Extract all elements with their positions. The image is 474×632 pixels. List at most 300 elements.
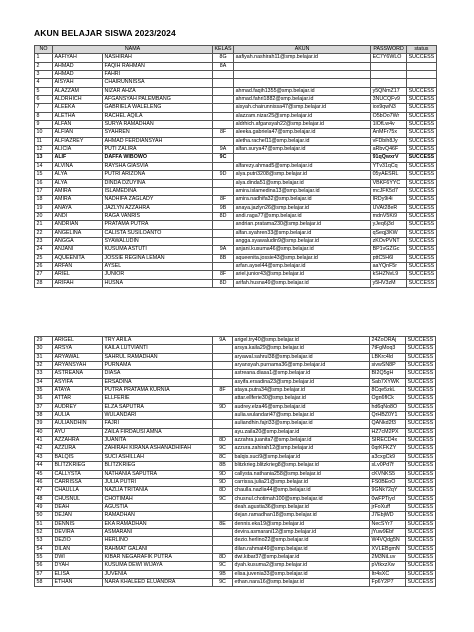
account-cell: azzahra.juanita7@smp.belajar.id: [233, 437, 370, 445]
status-cell: SUCCESS: [408, 179, 435, 186]
password-cell: 3NUCQFv9: [371, 96, 407, 104]
table-row: [35, 104, 437, 112]
class-cell: 9D: [213, 470, 233, 478]
password-cell: W4VQdg5N: [370, 537, 406, 545]
status-cell: SUCCESS: [407, 395, 434, 402]
row-number: 8: [35, 112, 53, 120]
row-number: 16: [35, 179, 53, 187]
account-cell: alazzam.nizar25@smp.belajar.id: [234, 112, 371, 120]
last-name-cell: ASMARANI: [103, 528, 213, 536]
first-name-cell: AYU: [53, 428, 103, 436]
row-number: 28: [35, 279, 53, 287]
class-cell: [213, 353, 233, 361]
row-number: 13: [35, 154, 53, 162]
table-row: [35, 562, 436, 570]
status-cell: SUCCESS: [407, 495, 434, 502]
row-number: 3: [35, 71, 53, 79]
last-name-cell: NASHIRAH: [103, 54, 213, 62]
account-cell: anjani.kusuma46@smp.belajar.id: [234, 246, 371, 254]
password-cell: 05yAESRL: [371, 171, 407, 179]
table-row: [35, 537, 436, 545]
password-cell: 0qrKFKZY: [370, 445, 406, 453]
last-name-cell: KUSUMA ASTUTI: [103, 246, 213, 254]
row-number: 44: [35, 462, 53, 470]
first-name-cell: ALAZZAM: [53, 87, 103, 95]
class-cell: 8F: [213, 129, 234, 137]
row-number: 7: [35, 104, 53, 112]
last-name-cell: RAMADHAN: [103, 512, 213, 520]
first-name-cell: ALICIA: [53, 146, 103, 154]
last-name-cell: HUSNA: [103, 279, 213, 287]
row-number: 20: [35, 212, 53, 220]
class-cell: 8D: [213, 437, 233, 445]
class-cell: 8B: [213, 462, 233, 470]
last-name-cell: ISLAMEDINA: [103, 187, 213, 195]
status-cell: SUCCESS: [408, 279, 435, 286]
first-name-cell: CARRISSA: [53, 478, 103, 486]
last-name-cell: ELZA SAPUTRA: [103, 403, 213, 411]
password-cell: VBKF6YYC: [371, 179, 407, 187]
row-number: 43: [35, 453, 53, 461]
status-cell: SUCCESS: [408, 221, 435, 228]
account-cell: aisyah.chairunnissa47@smp.belajar.id: [234, 104, 371, 112]
account-cell: alya.dinda51@smp.belajar.id: [234, 179, 371, 187]
account-cell: dennis.eka19@smp.belajar.id: [233, 520, 370, 528]
status-cell: [407, 79, 437, 87]
status-cell: SUCCESS: [408, 229, 435, 236]
status-cell: [407, 62, 437, 70]
account-cell: aldrhich.afgansyah22@smp.belajar.id: [234, 121, 371, 129]
class-cell: [213, 537, 233, 545]
class-cell: [213, 187, 234, 195]
class-cell: 8C: [213, 453, 233, 461]
table-row: [35, 171, 437, 179]
row-number: 37: [35, 403, 53, 411]
password-cell: BP1vGZGc: [371, 246, 407, 254]
password-cell: y5HV3zM: [371, 279, 407, 287]
account-cell: alfan.surya47@smp.belajar.id: [234, 146, 371, 154]
account-cell: ariel.junior43@smp.belajar.id: [234, 271, 371, 279]
last-name-cell: DIASA: [103, 370, 213, 378]
account-cell: aryansyah.purnama36@smp.belajar.id: [233, 362, 370, 370]
status-cell: SUCCESS: [407, 370, 434, 377]
first-name-cell: AHMAD: [53, 71, 103, 79]
last-name-cell: RAHMAT GALANI: [103, 545, 213, 553]
first-name-cell: ARIFAH: [53, 279, 103, 287]
class-cell: 9C: [213, 445, 233, 453]
class-cell: 8G: [213, 54, 234, 62]
table-row: [35, 470, 436, 478]
row-number: 51: [35, 520, 53, 528]
row-number: 35: [35, 387, 53, 395]
password-cell: qSeqj3KW: [371, 229, 407, 237]
table-row: [35, 212, 437, 220]
password-cell: QrHBZ0Y1: [370, 412, 406, 420]
row-number: 21: [35, 221, 53, 229]
status-cell: SUCCESS: [407, 337, 434, 344]
account-cell: dyah.kusuma2@smp.belajar.id: [233, 562, 370, 570]
last-name-cell: KIBAR NEGARAFIK PUTRA: [103, 553, 213, 561]
account-cell: devira.asmarani12@smp.belajar.id: [233, 528, 370, 536]
status-cell: [407, 71, 437, 79]
class-cell: [213, 229, 234, 237]
password-cell: O5bOo7Wr: [371, 112, 407, 120]
first-name-cell: ALYA: [53, 179, 103, 187]
student-table-part-1: [34, 45, 437, 288]
row-number: 42: [35, 445, 53, 453]
table-row: [35, 187, 437, 195]
row-number: 1: [35, 54, 53, 62]
account-cell: carrissa.julia21@smp.belajar.id: [233, 478, 370, 486]
status-cell: SUCCESS: [408, 137, 435, 144]
class-cell: 8F: [213, 271, 234, 279]
row-number: 36: [35, 395, 53, 403]
status-cell: SUCCESS: [408, 246, 435, 253]
table-row: [35, 112, 437, 120]
header-nama: NAMA: [53, 46, 213, 54]
status-cell: SUCCESS: [407, 362, 434, 369]
last-name-cell: KUSUMA DEWI WIJAYA: [103, 562, 213, 570]
class-cell: 9B: [213, 204, 234, 212]
first-name-cell: ANJANI: [53, 246, 103, 254]
first-name-cell: ARYANSYAH: [53, 362, 103, 370]
password-cell: Sab7XYWK: [370, 378, 406, 386]
row-number: 10: [35, 129, 53, 137]
last-name-cell: RACHEL AQILA: [103, 112, 213, 120]
first-name-cell: ARYAWAL: [53, 353, 103, 361]
class-cell: 8D: [213, 553, 233, 561]
class-cell: 9A: [213, 246, 234, 254]
last-name-cell: TRY ARILA: [103, 337, 213, 345]
class-cell: [213, 162, 234, 170]
first-name-cell: CHAULLA: [53, 487, 103, 495]
password-cell: NecSYr7: [370, 520, 406, 528]
row-number: 25: [35, 254, 53, 262]
class-cell: [213, 420, 233, 428]
account-cell: arsya.kaila29@smp.belajar.id: [233, 345, 370, 353]
password-cell: hd6qNo8O: [370, 403, 406, 411]
status-cell: SUCCESS: [407, 453, 434, 460]
status-cell: SUCCESS: [408, 237, 435, 244]
row-number: 5: [35, 87, 53, 95]
last-name-cell: SAHRUL RAMADHAN: [103, 353, 213, 361]
status-cell: SUCCESS: [408, 87, 435, 94]
status-cell: SUCCESS: [408, 262, 435, 269]
account-cell: aqueenita.jossie43@smp.belajar.id: [234, 254, 371, 262]
password-cell: Fp6Y2P7: [370, 578, 406, 586]
row-number: 40: [35, 428, 53, 436]
header-status: status: [407, 46, 437, 54]
password-cell: cKVNKS5: [370, 470, 406, 478]
row-number: 24: [35, 246, 53, 254]
class-cell: [213, 378, 233, 386]
class-cell: [213, 395, 233, 403]
class-cell: [213, 221, 234, 229]
class-cell: 9D: [213, 171, 234, 179]
row-number: 38: [35, 412, 53, 420]
last-name-cell: NATHANIA SAPUTRA: [103, 470, 213, 478]
class-cell: 9C: [213, 578, 233, 586]
status-cell: SUCCESS: [407, 503, 434, 510]
account-cell: arifah.husna49@smp.belajar.id: [234, 279, 371, 287]
status-cell: SUCCESS: [407, 528, 434, 535]
table-row: [35, 87, 437, 95]
class-cell: [213, 237, 234, 245]
class-cell: 9D: [213, 403, 233, 411]
class-cell: 9A: [213, 337, 233, 345]
row-number: 30: [35, 345, 53, 353]
last-name-cell: WULANDARI: [103, 412, 213, 420]
header-password: PASSWORD: [371, 46, 407, 54]
last-name-cell: JUVENIA: [103, 570, 213, 578]
account-cell: chusnul.chotimah100@smp.belajar.id: [233, 495, 370, 503]
last-name-cell: JUANITA: [103, 437, 213, 445]
first-name-cell: ALFAN: [53, 121, 103, 129]
status-cell: SUCCESS: [407, 545, 434, 552]
table-row: [35, 545, 436, 553]
password-cell: SIRECD4x: [370, 437, 406, 445]
first-name-cell: AZZAHRA: [53, 437, 103, 445]
last-name-cell: SYAWALUDIN: [103, 237, 213, 245]
table-header-row: [35, 46, 437, 54]
table-row: [35, 179, 437, 187]
row-number: 46: [35, 478, 53, 486]
first-name-cell: DENNIS: [53, 520, 103, 528]
last-name-cell: AGUSTIA: [103, 503, 213, 511]
table-row: [35, 403, 436, 411]
class-cell: [213, 96, 234, 104]
last-name-cell: ERSADINA: [103, 378, 213, 386]
password-cell: 0wFPTiyd: [370, 495, 406, 503]
last-name-cell: SURYA RAMADHAN: [103, 121, 213, 129]
header-kelas: KELAS: [214, 46, 232, 53]
last-name-cell: ELLFERIE: [103, 395, 213, 403]
class-cell: [213, 428, 233, 436]
table-row: [35, 478, 436, 486]
header-akun: AKUN: [234, 46, 371, 54]
account-cell: callysta.nathania258@smp.belajar.id: [233, 470, 370, 478]
table-row: [35, 254, 437, 262]
class-cell: [213, 121, 234, 129]
last-name-cell: JOSSIE REGINA LEMAN: [103, 254, 213, 262]
account-cell: dejan.ramadhan18@smp.belajar.id: [233, 512, 370, 520]
status-cell: SUCCESS: [407, 478, 434, 485]
first-name-cell: ASYIFA: [53, 378, 103, 386]
row-number: 39: [35, 420, 53, 428]
class-cell: 8D: [213, 487, 233, 495]
table-row: [35, 229, 437, 237]
row-number: 48: [35, 495, 53, 503]
row-number: 58: [35, 578, 53, 586]
last-name-cell: SUCI ASHILLAH: [103, 453, 213, 461]
class-cell: 8A: [213, 62, 234, 70]
table-row: [35, 420, 436, 428]
password-cell: vFDbih8Jy: [371, 137, 407, 145]
table-row: [35, 137, 437, 145]
last-name-cell: AYSEL: [103, 262, 213, 270]
account-cell: dwi.kibar37@smp.belajar.id: [233, 553, 370, 561]
status-cell: SUCCESS: [408, 204, 435, 211]
account-cell: arigel.try40@smp.belajar.id: [233, 337, 370, 345]
status-cell: SUCCESS: [407, 562, 434, 569]
row-number: 11: [35, 137, 53, 145]
class-cell: [213, 79, 234, 87]
table-row: [35, 353, 436, 361]
last-name-cell: GABRIELA WALELENG: [103, 104, 213, 112]
first-name-cell: AQUEENITA: [53, 254, 103, 262]
account-cell: aletha.rachel11@smp.belajar.id: [234, 137, 371, 145]
last-name-cell: FAHRI: [103, 71, 213, 79]
first-name-cell: ETHAN: [53, 578, 103, 586]
table-row: [35, 495, 436, 503]
first-name-cell: ANDI: [53, 212, 103, 220]
last-name-cell: CALISTA SUSILOANTO: [103, 229, 213, 237]
first-name-cell: AAFIYAH: [53, 54, 103, 62]
first-name-cell: DYAH: [53, 562, 103, 570]
class-cell: 9C: [213, 495, 233, 503]
last-name-cell: EKA RAMADHAN: [103, 520, 213, 528]
table-row: [35, 570, 436, 578]
account-cell: alfan.syahren33@smp.belajar.id: [234, 229, 371, 237]
status-cell: SUCCESS: [408, 54, 435, 61]
first-name-cell: DEZIO: [53, 537, 103, 545]
first-name-cell: ALETHA: [53, 112, 103, 120]
status-cell: SUCCESS: [407, 387, 434, 394]
row-number: 19: [35, 204, 53, 212]
table-row: [35, 395, 436, 403]
last-name-cell: NARA KHALEED ELUANDRA: [103, 578, 213, 586]
account-cell: dilan.rahmat49@smp.belajar.id: [233, 545, 370, 553]
first-name-cell: ATTAR: [53, 395, 103, 403]
first-name-cell: AMIRA: [53, 196, 103, 204]
password-cell: pVtkxzXw: [370, 562, 406, 570]
first-name-cell: ALFIAN: [53, 129, 103, 137]
table-row: [35, 121, 437, 129]
password-cell: jYuw9Ebf: [370, 528, 406, 536]
last-name-cell: DAFFA WIBOWO: [103, 154, 213, 162]
first-name-cell: DEVIRA: [53, 528, 103, 536]
class-cell: [213, 112, 234, 120]
student-table-part-2: [34, 336, 436, 587]
account-cell: alfarezy.ahmad5@smp.belajar.id: [234, 162, 371, 170]
last-name-cell: PRATAMA PUTRA: [103, 221, 213, 229]
password-cell: iox9qwN3: [371, 104, 407, 112]
password-cell: a3cxgCk9: [370, 453, 406, 461]
table-row: [35, 54, 437, 62]
password-cell: 7tFgMoq3: [370, 345, 406, 353]
class-cell: [213, 512, 233, 520]
status-cell: SUCCESS: [407, 462, 434, 469]
row-number: 31: [35, 353, 53, 361]
account-cell: andi.raga77@smp.belajar.id: [234, 212, 371, 220]
first-name-cell: CHUSNUL: [53, 495, 103, 503]
row-number: 34: [35, 378, 53, 386]
row-number: 26: [35, 262, 53, 270]
row-number: 52: [35, 528, 53, 536]
class-cell: [213, 412, 233, 420]
first-name-cell: ASTREANA: [53, 370, 103, 378]
table-row: [35, 345, 436, 353]
status-cell: SUCCESS: [408, 162, 435, 169]
account-cell: dezio.herlino22@smp.belajar.id: [233, 537, 370, 545]
first-name-cell: DEAH: [53, 503, 103, 511]
class-cell: [213, 104, 234, 112]
class-cell: 9C: [213, 562, 233, 570]
status-cell: SUCCESS: [407, 412, 434, 419]
first-name-cell: BALQIS: [53, 453, 103, 461]
class-cell: 9B: [213, 570, 233, 578]
table-row: [35, 279, 437, 287]
last-name-cell: AFGANSYAH PALEMBANG: [103, 96, 213, 104]
table-row: [35, 453, 436, 461]
last-name-cell: AHMAD FERDIANSYAH: [103, 137, 213, 145]
row-number: 54: [35, 545, 53, 553]
last-name-cell: RAYSHA GIASVIA: [103, 162, 213, 170]
class-cell: 8D: [213, 279, 234, 287]
account-cell: amira.nadhifa32@smp.belajar.id: [234, 196, 371, 204]
account-cell: ahmad.faqih1355@smp.belajar.id: [234, 87, 371, 95]
last-name-cell: CHOTIMAH: [103, 495, 213, 503]
row-number: 56: [35, 562, 53, 570]
table-row: [35, 62, 437, 70]
table-row: [35, 462, 436, 470]
first-name-cell: ARSYA: [53, 345, 103, 353]
class-cell: [213, 503, 233, 511]
page-title: AKUN BELAJAR SISWA 2023/2024: [34, 28, 176, 38]
password-cell: jrFoXuff: [370, 503, 406, 511]
last-name-cell: PUTI ZALIRA: [103, 146, 213, 154]
password-cell: J7EbjWD: [370, 512, 406, 520]
class-cell: [213, 545, 233, 553]
first-name-cell: CALLYSTA: [53, 470, 103, 478]
password-cell: 91qQwxrV: [371, 154, 407, 162]
account-cell: [234, 71, 371, 79]
header-no: NO: [35, 46, 53, 54]
last-name-cell: FAJRI: [103, 420, 213, 428]
password-cell: kSHZNvL9: [371, 271, 407, 279]
password-cell: 2M3NiLuv: [370, 553, 406, 561]
status-cell: SUCCESS: [407, 512, 434, 519]
first-name-cell: ANDRIAN: [53, 221, 103, 229]
class-cell: 9D: [213, 478, 233, 486]
first-name-cell: AISYAH: [53, 79, 103, 87]
status-cell: SUCCESS: [407, 445, 434, 452]
status-cell: SUCCESS: [407, 537, 434, 544]
status-cell: SUCCESS: [407, 570, 434, 577]
table-row: [35, 237, 437, 245]
password-cell: pttC5H6l: [371, 254, 407, 262]
table-row: [35, 487, 436, 495]
status-cell: SUCCESS: [408, 112, 435, 119]
table-row: [35, 553, 436, 561]
account-cell: [234, 62, 371, 70]
row-number: 32: [35, 362, 53, 370]
last-name-cell: NADHIFA ZAGLADY: [103, 196, 213, 204]
table-row: [35, 362, 436, 370]
row-number: 45: [35, 470, 53, 478]
class-cell: [213, 370, 233, 378]
password-cell: mcJFK5d7: [371, 187, 407, 195]
account-cell: asyifa.ersadina23@smp.belajar.id: [233, 378, 370, 386]
class-cell: 8B: [213, 254, 234, 262]
password-cell: aaYQnF5r: [371, 262, 407, 270]
class-cell: [213, 87, 234, 95]
first-name-cell: AULIA: [53, 412, 103, 420]
last-name-cell: NAZLIA TRITANIA: [103, 487, 213, 495]
first-name-cell: ANGELINA: [53, 229, 103, 237]
password-cell: aRbvQ46F: [371, 146, 407, 154]
class-cell: [213, 179, 234, 187]
